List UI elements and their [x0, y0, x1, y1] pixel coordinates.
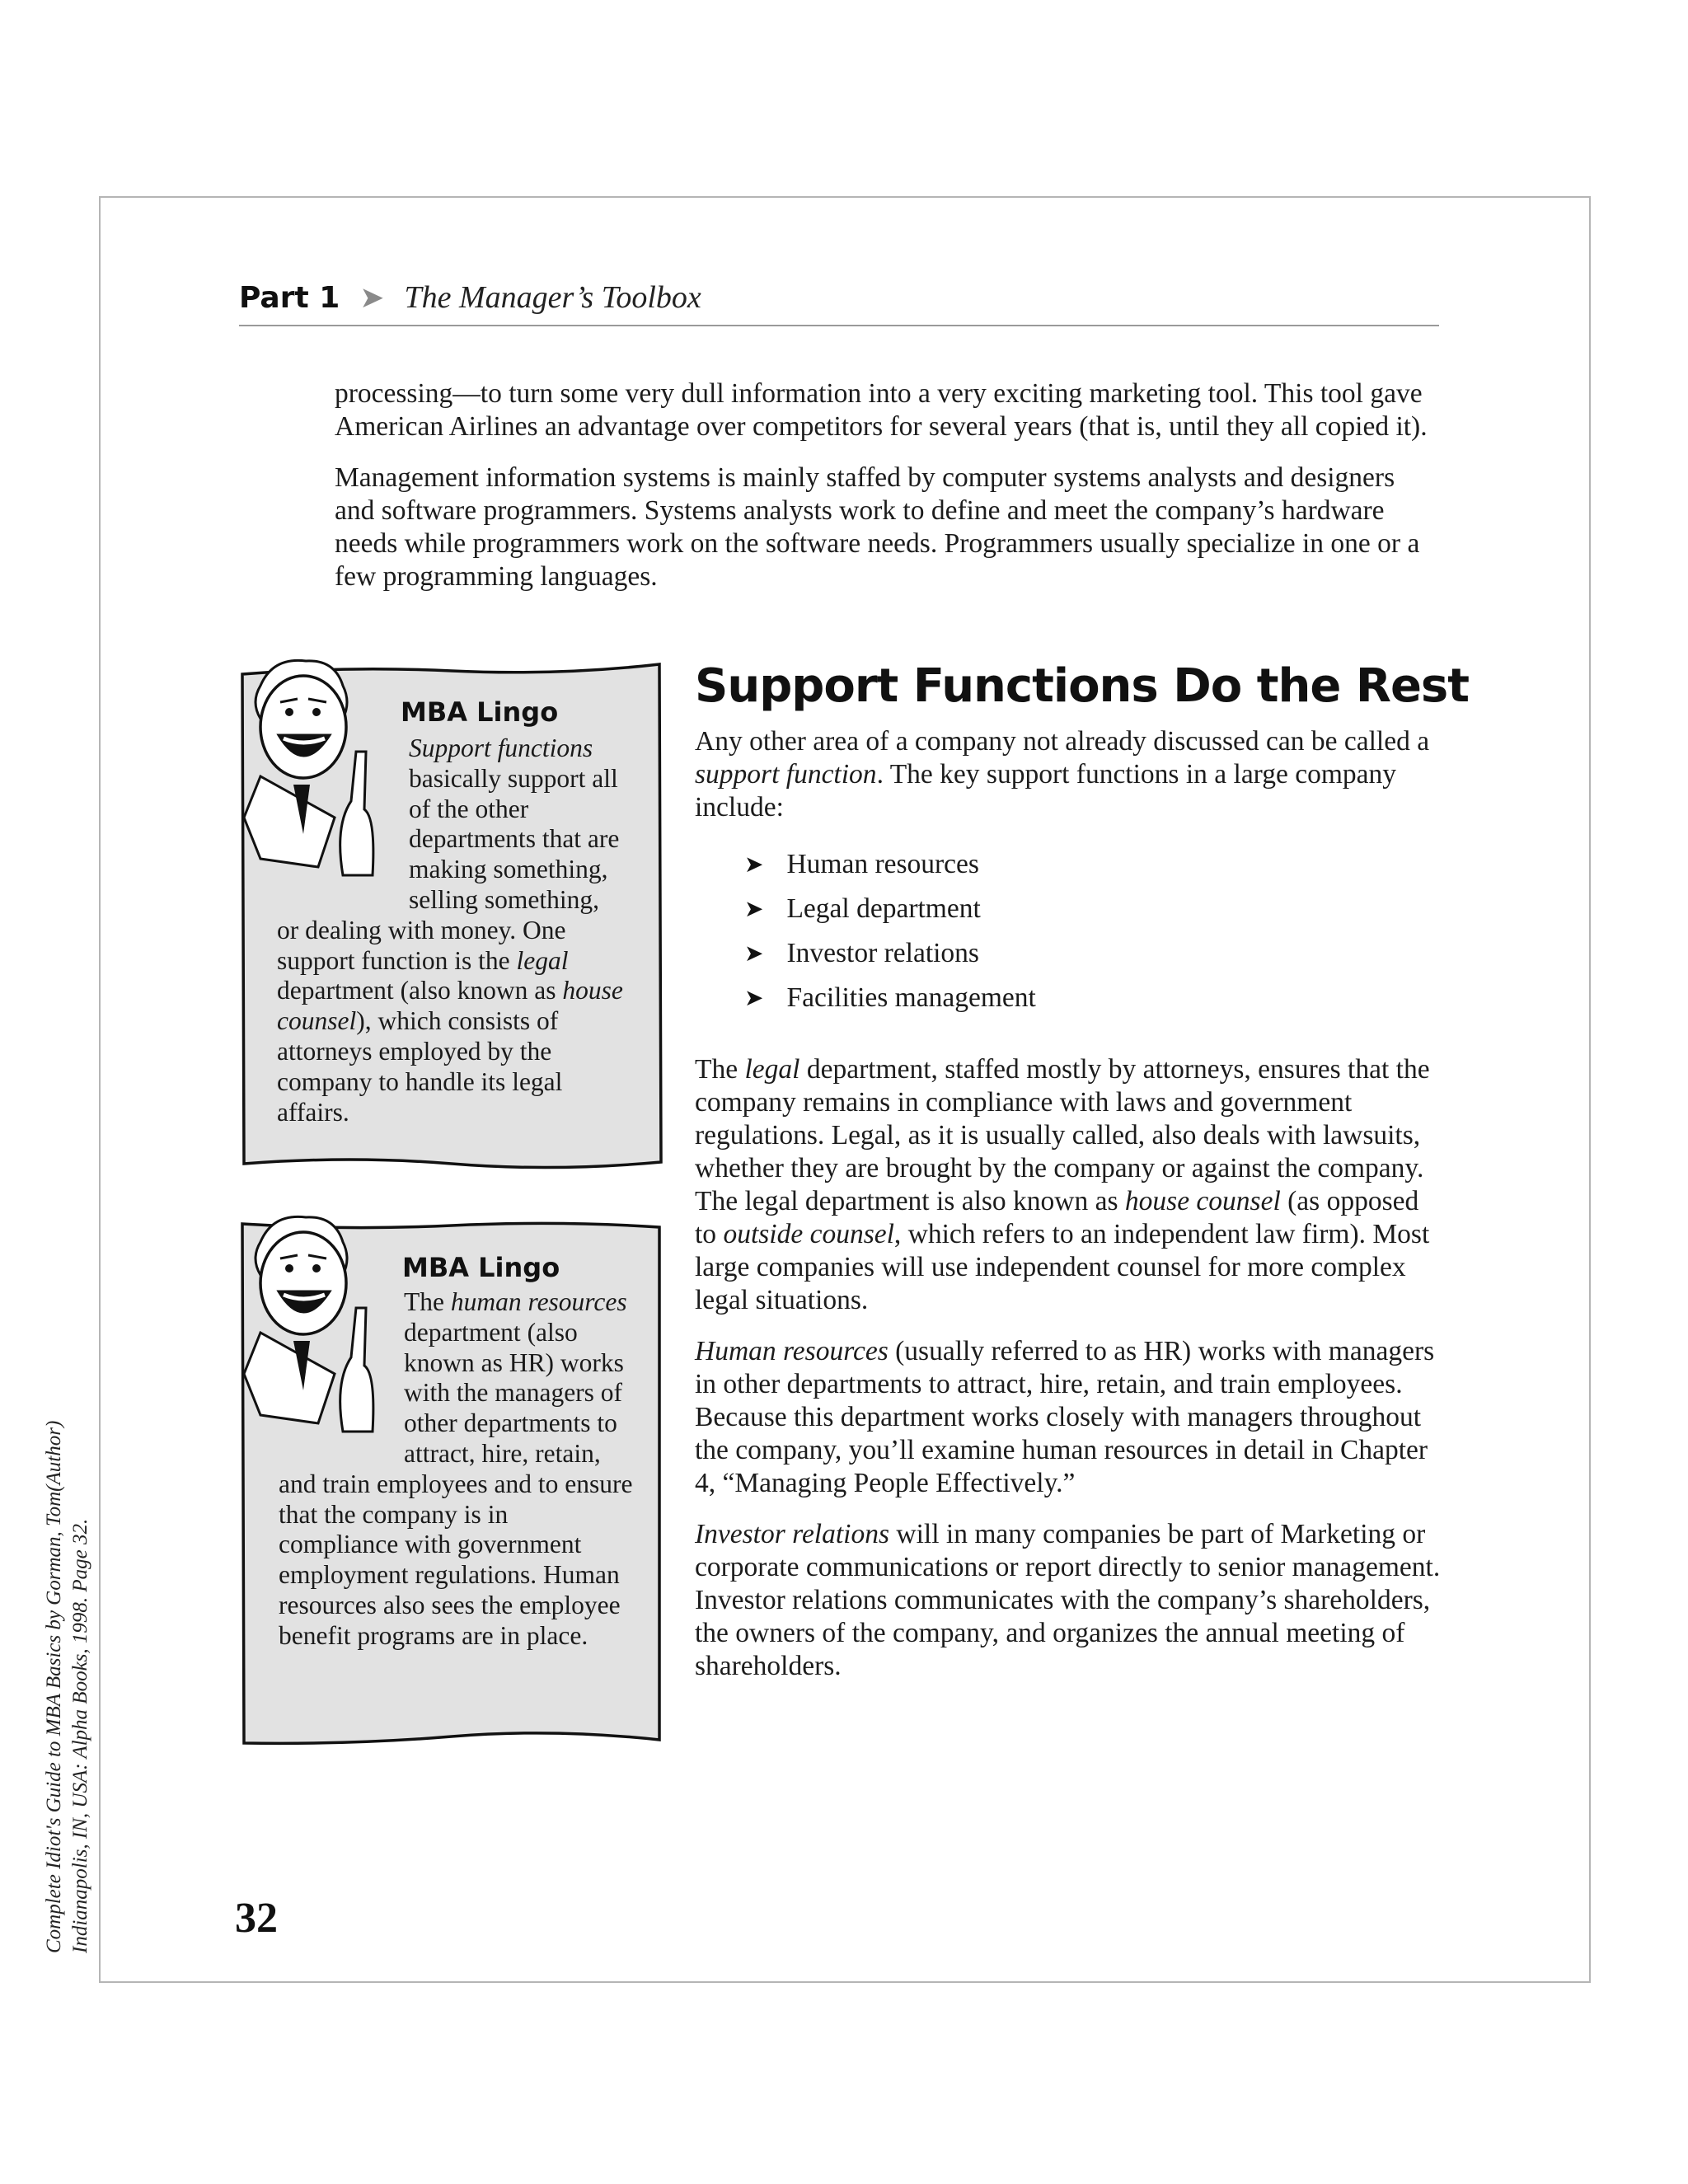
running-header: [239, 270, 1439, 326]
section-heading: Support Functions Do the Rest: [695, 659, 1470, 713]
citation: [41, 1421, 94, 1953]
sidebar-text: Support functions basically support all of the other departments that are making something, selling something, or dealing with money. One support function is the legal department (also known as house counsel), which consists of attorneys employed by the company to handle its legal affairs.: [277, 733, 623, 1127]
investor-relations-paragraph: Investor relations will in many companies be part of Marketing or corporate communications or report directly to senior management. Investor relations communicates with the company’s shareholders, the owners of the company, and organizes the annual meeting of shareholders.: [695, 1519, 1441, 1681]
sidebar-title: MBA Lingo: [402, 1252, 560, 1283]
intro-text: [335, 377, 1439, 612]
intro-paragraph-1: processing—to turn some very dull information into a very exciting marketing tool. This tool gave American Airlines an advantage over competitors for several years (that is, until they all copied it).: [335, 378, 1428, 442]
sidebar-title: MBA Lingo: [401, 696, 559, 728]
list-item: ➤ Legal department: [744, 887, 1441, 931]
part-label: Part 1: [239, 280, 340, 315]
list-item: ➤ Investor relations: [744, 931, 1441, 976]
mba-lingo-sidebar-1: [239, 659, 664, 1170]
chapter-title: The Manager’s Toolbox: [404, 280, 701, 315]
arrow-right-icon: ➤: [359, 280, 385, 315]
bullet-arrow-icon: ➤: [744, 940, 764, 967]
intro-paragraph-2: Management information systems is mainly staffed by computer systems analysts and designers and software programmers. Systems analysts work to define and meet the company’s hardware needs while programmers work on the software needs. Programmers usually specialize in one or a few programming languages.: [335, 462, 1420, 592]
support-functions-column: [695, 725, 1441, 1701]
list-item: ➤ Human resources: [744, 842, 1441, 887]
sidebar-text: The human resources department (also known as HR) works with the managers of other departments to attract, hire, retain, and train employees and to ensure that the company is in compliance with government employment regulations. Human resources also sees the employee benefit programs are in place.: [279, 1287, 633, 1650]
page-number: 32: [235, 1895, 278, 1942]
mba-lingo-sidebar-2: [239, 1216, 664, 1751]
citation-line: Complete Idiot's Guide to MBA Basics by Gorman, Tom(Author): [43, 1420, 65, 1953]
section-intro-paragraph: Any other area of a company not already discussed can be called a support function. The key support functions in a large company include:: [695, 726, 1430, 823]
hr-paragraph: Human resources (usually referred to as HR) works with managers in other departments to attract, hire, retain, and train employees. Because this department works closely with managers throughout the company, you’ll examine human resources in detail in Chapter 4, “Managing People Effectively.”: [695, 1336, 1435, 1498]
list-item: ➤ Facilities management: [744, 976, 1441, 1020]
citation-line: Indianapolis, IN, USA: Alpha Books, 1998. Page 32.: [69, 1518, 91, 1953]
bullet-arrow-icon: ➤: [744, 895, 764, 922]
bullet-arrow-icon: ➤: [744, 851, 764, 878]
legal-paragraph: The legal department, staffed mostly by attorneys, ensures that the company remains in compliance with laws and government regulations. Legal, as it is usually called, also deals with lawsuits, whether they are brought by the company or against the company. The legal department is also known as house counsel (as opposed to outside counsel, which refers to an independent law firm). Most large companies will use independent counsel for more complex legal situations.: [695, 1054, 1430, 1315]
bullet-arrow-icon: ➤: [744, 984, 764, 1011]
support-functions-list: [744, 842, 1441, 1020]
